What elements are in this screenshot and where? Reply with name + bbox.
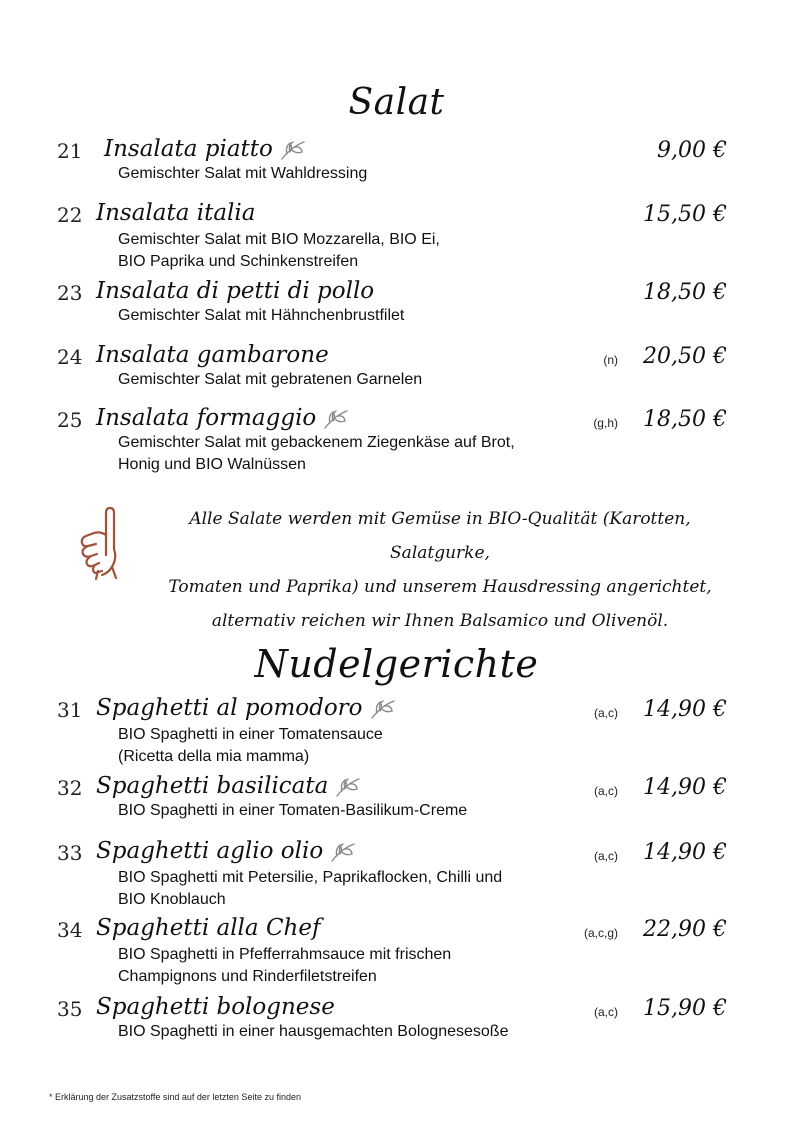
item-price: 15,50 € bbox=[643, 202, 727, 227]
description-line: Gemischter Salat mit BIO Mozzarella, BIO Ei, bbox=[118, 231, 440, 248]
allergen-codes: (a,c) bbox=[594, 1005, 618, 1019]
description-line: Gemischter Salat mit gebackenem Ziegenkäse auf Brot, bbox=[118, 434, 515, 451]
allergen-codes: (g,h) bbox=[593, 416, 618, 430]
item-name bbox=[96, 994, 335, 1020]
item-number: 32 bbox=[57, 776, 83, 800]
item-price: 20,50 € bbox=[643, 344, 727, 369]
description-line: Gemischter Salat mit gebratenen Garnelen bbox=[118, 371, 423, 388]
leaf-icon bbox=[279, 139, 307, 161]
item-name-text: Spaghetti aglio olio bbox=[96, 838, 324, 864]
item-price: 22,90 € bbox=[643, 917, 727, 942]
item-description bbox=[118, 724, 383, 768]
description-line: BIO Knoblauch bbox=[118, 891, 226, 908]
item-name bbox=[96, 773, 362, 799]
description-line: BIO Spaghetti in einer Tomatensauce bbox=[118, 726, 383, 743]
item-description bbox=[118, 1021, 508, 1043]
allergen-codes: (a,c) bbox=[594, 706, 618, 720]
leaf-icon bbox=[369, 698, 397, 720]
item-price: 14,90 € bbox=[643, 775, 727, 800]
item-description bbox=[118, 305, 404, 327]
item-name bbox=[96, 915, 320, 941]
item-name-text: Insalata piatto bbox=[104, 136, 273, 162]
item-name-text: Spaghetti alla Chef bbox=[96, 915, 321, 941]
item-number: 23 bbox=[57, 281, 83, 305]
description-line: Gemischter Salat mit Wahldressing bbox=[118, 165, 368, 182]
pointing-hand-icon bbox=[76, 505, 128, 581]
allergen-codes: (a,c,g) bbox=[583, 926, 618, 940]
description-line: Gemischter Salat mit Hähnchenbrustfilet bbox=[118, 307, 405, 324]
item-name bbox=[96, 200, 255, 226]
item-name-text: Insalata gambarone bbox=[96, 342, 329, 368]
allergen-codes: (n) bbox=[603, 353, 618, 367]
item-name-text: Insalata formaggio bbox=[96, 405, 317, 431]
item-number: 31 bbox=[57, 698, 83, 722]
item-name-text: Spaghetti al pomodoro bbox=[96, 695, 363, 721]
item-name bbox=[96, 342, 329, 368]
item-description bbox=[118, 432, 515, 476]
item-price: 14,90 € bbox=[643, 697, 727, 722]
item-description bbox=[118, 867, 502, 911]
item-number: 35 bbox=[57, 997, 83, 1021]
nudel-section-title: Nudelgerichte bbox=[254, 642, 539, 686]
description-line: (Ricetta della mia mamma) bbox=[118, 748, 310, 765]
item-price: 9,00 € bbox=[657, 138, 727, 163]
item-description bbox=[118, 163, 367, 185]
note-line: Alle Salate werden mit Gemüse in BIO-Qualität (Karotten, Salatgurke, bbox=[189, 509, 691, 563]
item-description bbox=[118, 369, 422, 391]
item-description bbox=[118, 944, 451, 988]
leaf-icon bbox=[334, 776, 362, 798]
item-name-text: Spaghetti basilicata bbox=[96, 773, 329, 799]
item-price: 18,50 € bbox=[643, 407, 727, 432]
item-number: 33 bbox=[57, 841, 83, 865]
item-price: 18,50 € bbox=[643, 280, 727, 305]
item-name bbox=[96, 695, 397, 721]
leaf-icon bbox=[329, 841, 357, 863]
item-description bbox=[118, 229, 440, 273]
item-number: 21 bbox=[57, 139, 83, 163]
item-name bbox=[96, 278, 374, 304]
item-name-text: Spaghetti bolognese bbox=[96, 994, 335, 1020]
item-name-text: Insalata italia bbox=[96, 200, 256, 226]
footnote: * Erklärung der Zusatzstoffe sind auf der letzten Seite zu finden bbox=[49, 1092, 301, 1102]
note-line: Tomaten und Paprika) und unserem Hausdressing angerichtet, bbox=[168, 577, 712, 597]
item-name bbox=[96, 405, 350, 431]
description-line: BIO Spaghetti in Pfefferrahmsauce mit frischen bbox=[118, 946, 452, 963]
salat-section-title: Salat bbox=[348, 82, 445, 123]
item-price: 14,90 € bbox=[643, 840, 727, 865]
item-name bbox=[96, 838, 357, 864]
item-description bbox=[118, 800, 467, 822]
item-number: 24 bbox=[57, 345, 83, 369]
item-number: 25 bbox=[57, 408, 83, 432]
item-price: 15,90 € bbox=[643, 996, 727, 1021]
description-line: Champignons und Rinderfiletstreifen bbox=[118, 968, 377, 985]
description-line: BIO Spaghetti in einer hausgemachten Bolognesesoße bbox=[118, 1023, 509, 1040]
item-number: 22 bbox=[57, 203, 83, 227]
description-line: BIO Spaghetti mit Petersilie, Paprikaflocken, Chilli und bbox=[118, 869, 503, 886]
description-line: BIO Paprika und Schinkenstreifen bbox=[118, 253, 359, 270]
description-line: BIO Spaghetti in einer Tomaten-Basilikum-Creme bbox=[118, 802, 468, 819]
allergen-codes: (a,c) bbox=[594, 784, 618, 798]
item-name bbox=[104, 136, 307, 162]
item-number: 34 bbox=[57, 918, 83, 942]
item-name-text: Insalata di petti di pollo bbox=[96, 278, 375, 304]
note-line: alternativ reichen wir Ihnen Balsamico und Olivenöl. bbox=[211, 611, 669, 631]
description-line: Honig und BIO Walnüssen bbox=[118, 456, 306, 473]
allergen-codes: (a,c) bbox=[594, 849, 618, 863]
leaf-icon bbox=[322, 408, 350, 430]
salat-note bbox=[140, 502, 740, 638]
